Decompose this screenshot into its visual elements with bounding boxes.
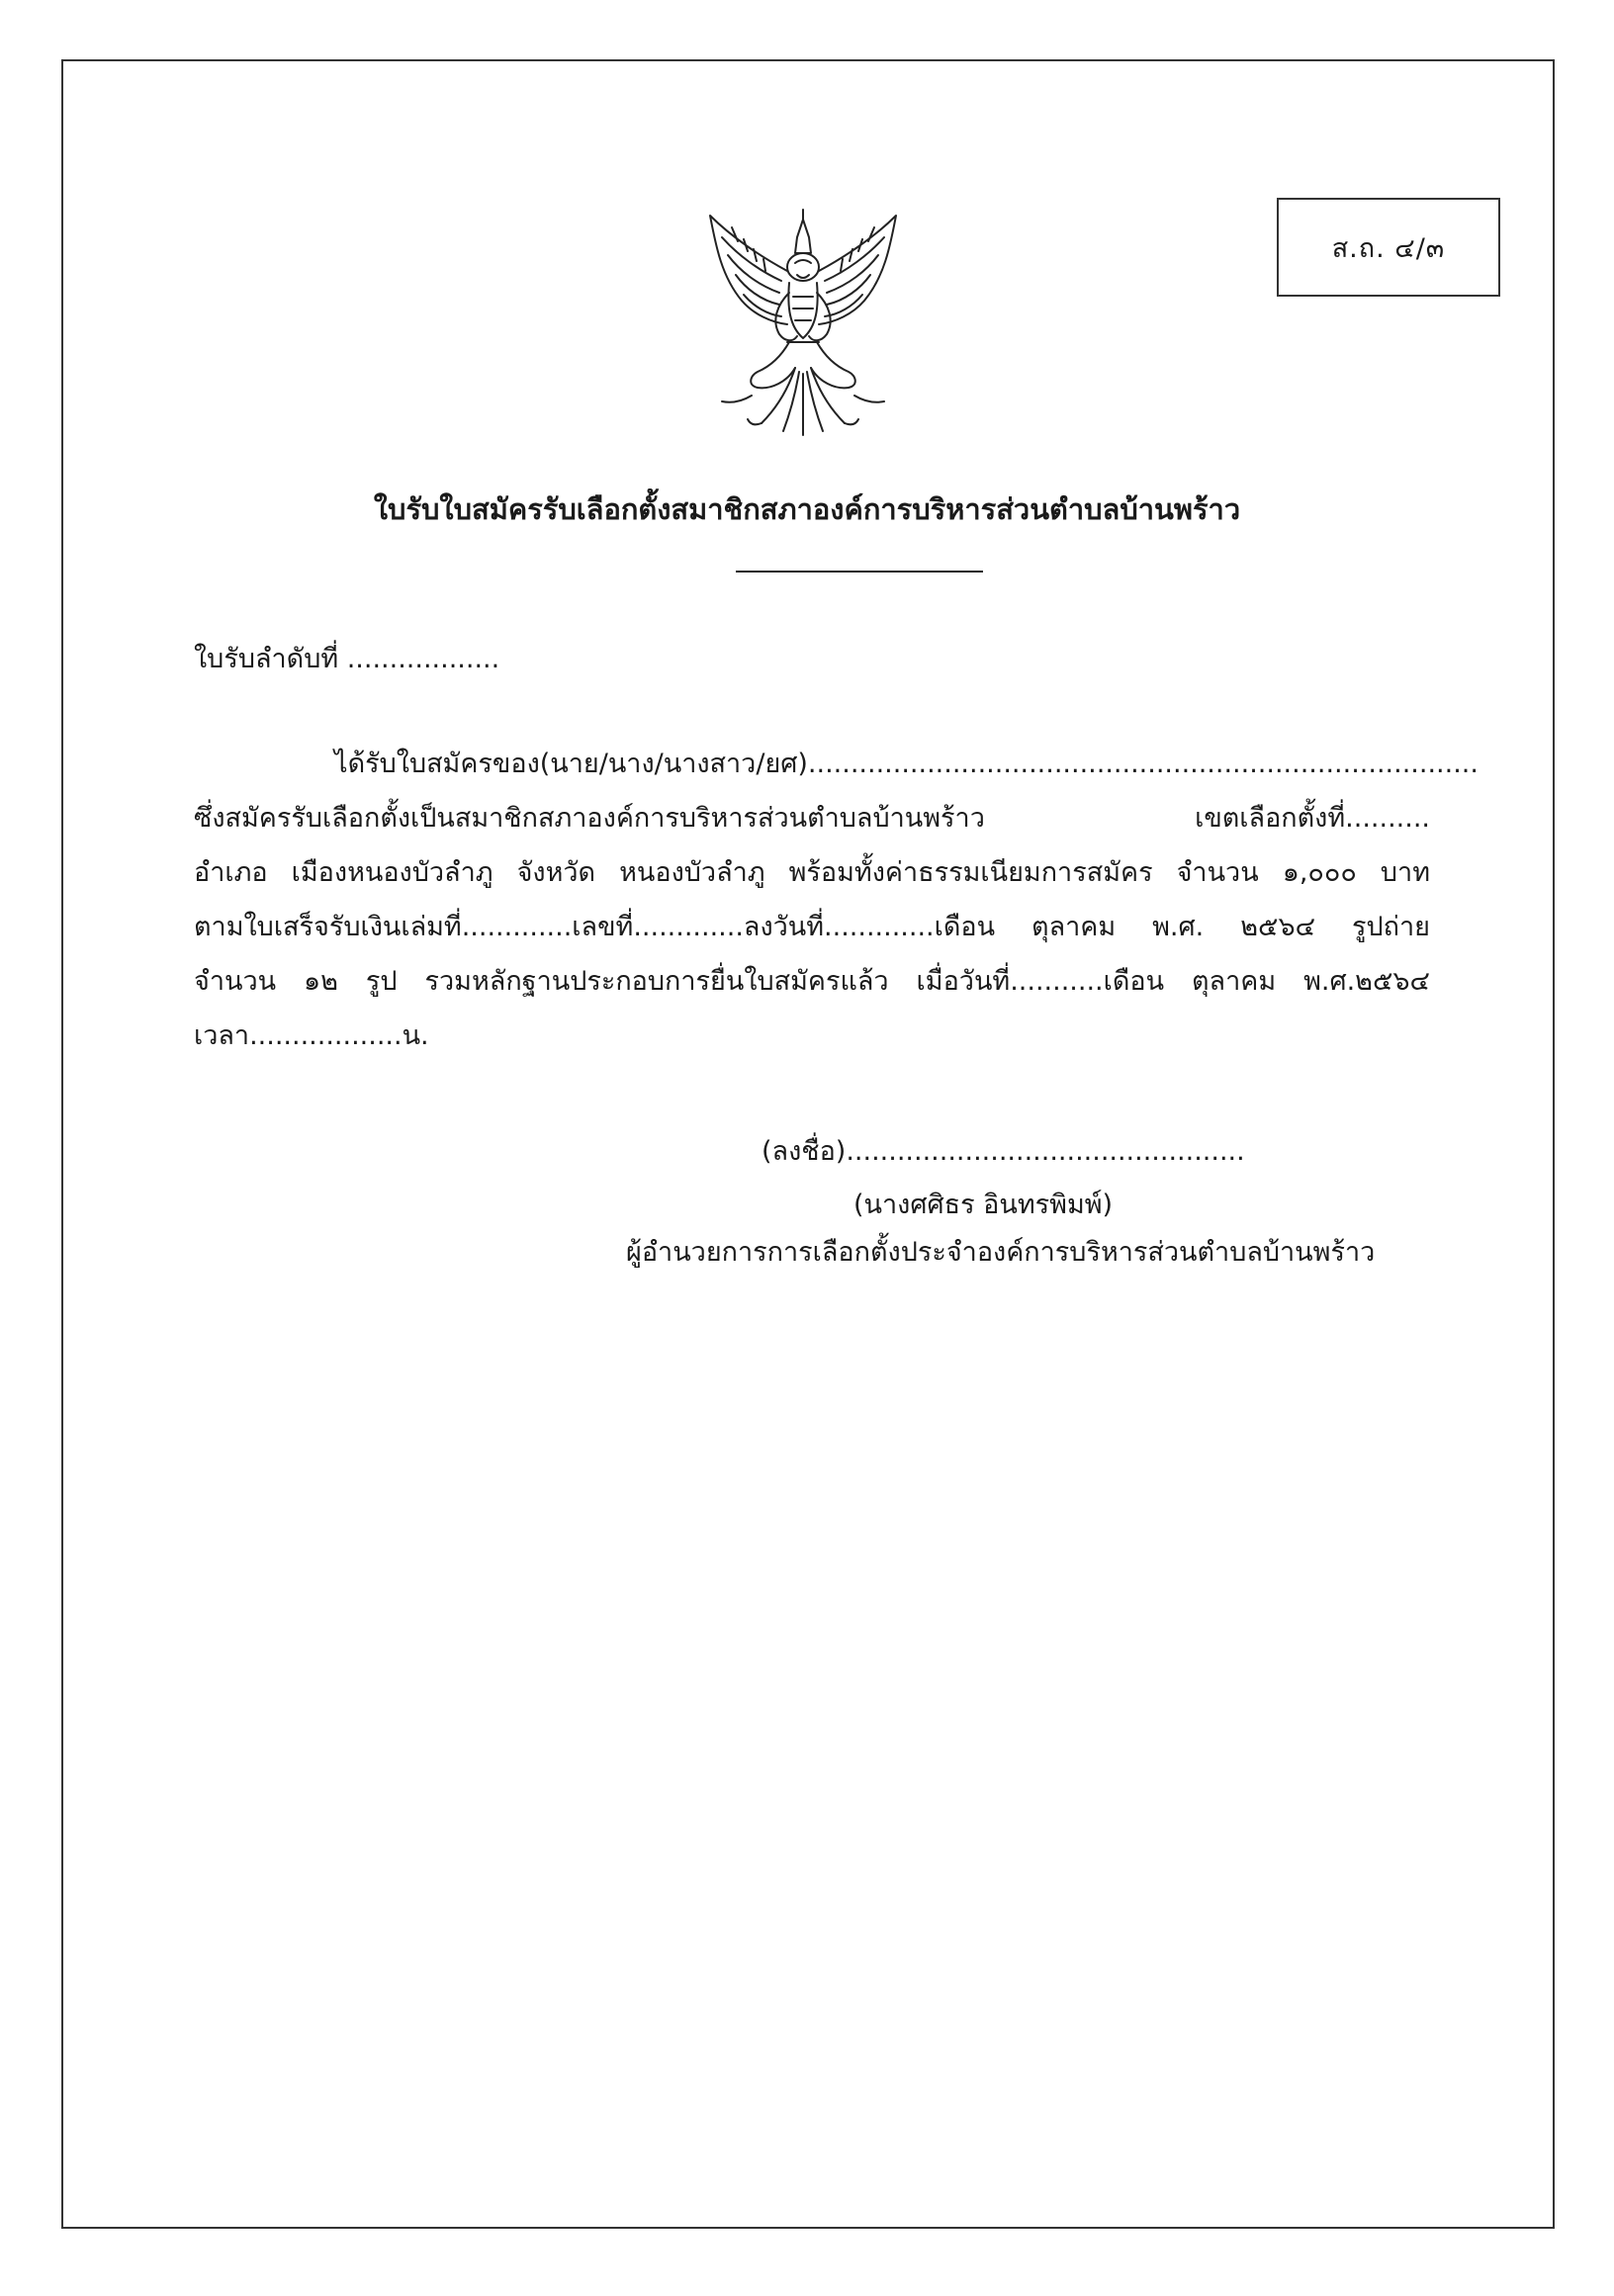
body-line-applicant: ได้รับใบสมัครของ(นาย/นาง/นางสาว/ยศ)............................................................................... xyxy=(334,749,1479,779)
garuda-emblem-icon xyxy=(692,198,914,445)
body-line-constituency: ซึ่งสมัครรับเลือกตั้งเป็นสมาชิกสภาองค์การบริหารส่วนตำบลบ้านพร้าว เขตเลือกตั้งที่.......... xyxy=(194,803,1430,834)
document-title: ใบรับใบสมัครรับเลือกตั้งสมาชิกสภาองค์การบริหารส่วนตำบลบ้านพร้าว xyxy=(373,492,1241,526)
body-paragraph xyxy=(194,737,1479,1063)
title-underline xyxy=(736,571,983,573)
receipt-number: ใบรับลำดับที่ .................. xyxy=(194,644,500,674)
body-line-fee: อำเภอ เมืองหนองบัวลำภู จังหวัด หนองบัวลำภู พร้อมทั้งค่าธรรมเนียมการสมัคร จำนวน ๑,๐๐๐ บาท xyxy=(194,857,1430,888)
form-code: ส.ถ. ๔/๓ xyxy=(1331,232,1446,264)
signatory-position: ผู้อำนวยการการเลือกตั้งประจำองค์การบริหารส่วนตำบลบ้านพร้าว xyxy=(626,1237,1376,1268)
signature-line: (ลงชื่อ)............................................... xyxy=(762,1136,1245,1167)
signatory-name: (นางศศิธร อินทรพิมพ์) xyxy=(853,1190,1114,1220)
body-line-time: เวลา..................น. xyxy=(194,1020,429,1051)
body-line-photos: จำนวน ๑๒ รูป รวมหลักฐานประกอบการยื่นใบสมัครแล้ว เมื่อวันที่...........เดือน ตุลาคม พ.ศ.๒๕๖๔ xyxy=(194,966,1430,997)
form-code-box xyxy=(1277,198,1500,297)
body-line-receipt: ตามใบเสร็จรับเงินเล่มที่.............เลขที่.............ลงวันที่.............เดือน ตุลาคม พ.ศ. ๒๕๖๔ รูปถ่าย xyxy=(194,912,1430,942)
